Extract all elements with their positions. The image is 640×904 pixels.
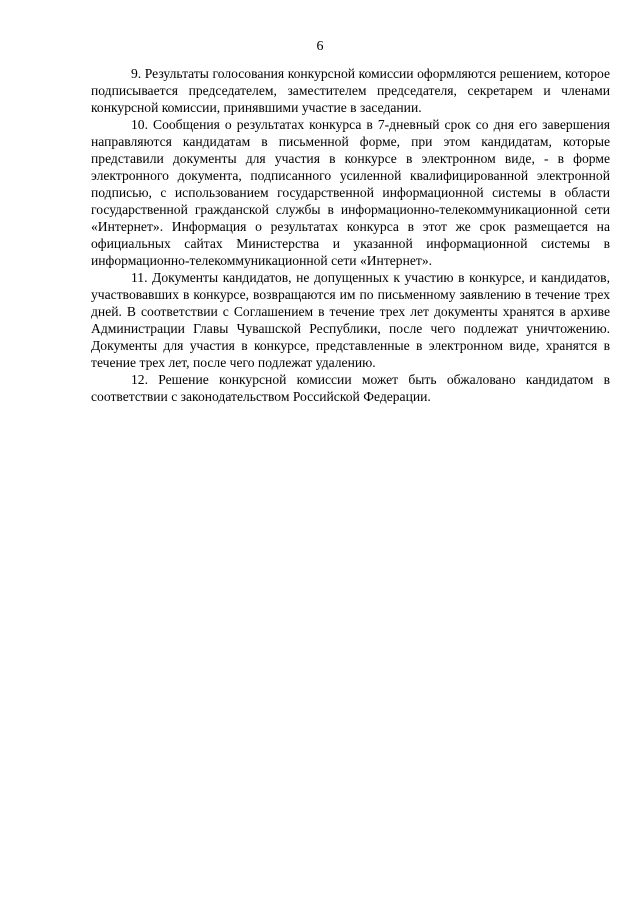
paragraph-11: 11. Документы кандидатов, не допущенных к участию в конкурсе, и кандидатов, участвовавших в конкурсе, возвращаются им по письменному заявлению в течение трех дней. В соответствии с Соглашением в течение трех лет документы хранятся в архиве Администрации Главы Чувашской Республики, после чего подлежат уничтожению. Документы для участия в конкурсе, представленные в электронном виде, хранятся в течение трех лет, после чего подлежат удалению. — [91, 270, 610, 370]
paragraph-12: 12. Решение конкурсной комиссии может быть обжаловано кандидатом в соответствии с законодательством Российской Федерации. — [91, 372, 610, 404]
page-number: 6 — [316, 39, 324, 54]
document-body — [91, 65, 610, 405]
paragraph-9: 9. Результаты голосования конкурсной комиссии оформляются решением, которое подписывается председателем, заместителем председателя, секретарем и членами конкурсной комиссии, принявшими участие в заседании. — [91, 66, 610, 115]
paragraph-10: 10. Сообщения о результатах конкурса в 7-дневный срок со дня его завершения направляются кандидатам в письменной форме, при этом кандидатам, которые представили документы для участия в конкурсе в электронном виде, - в форме электронного документа, подписанного усиленной квалифицированной электронной подписью, с использованием государственной информационной системы в области государственной гражданской службы в информационно-телекоммуникационной сети «Интернет». Информация о результатах конкурса в этот же срок размещается на официальных сайтах Министерства и указанной информационной системы в информационно-телекоммуникационной сети «Интернет». — [91, 117, 610, 268]
